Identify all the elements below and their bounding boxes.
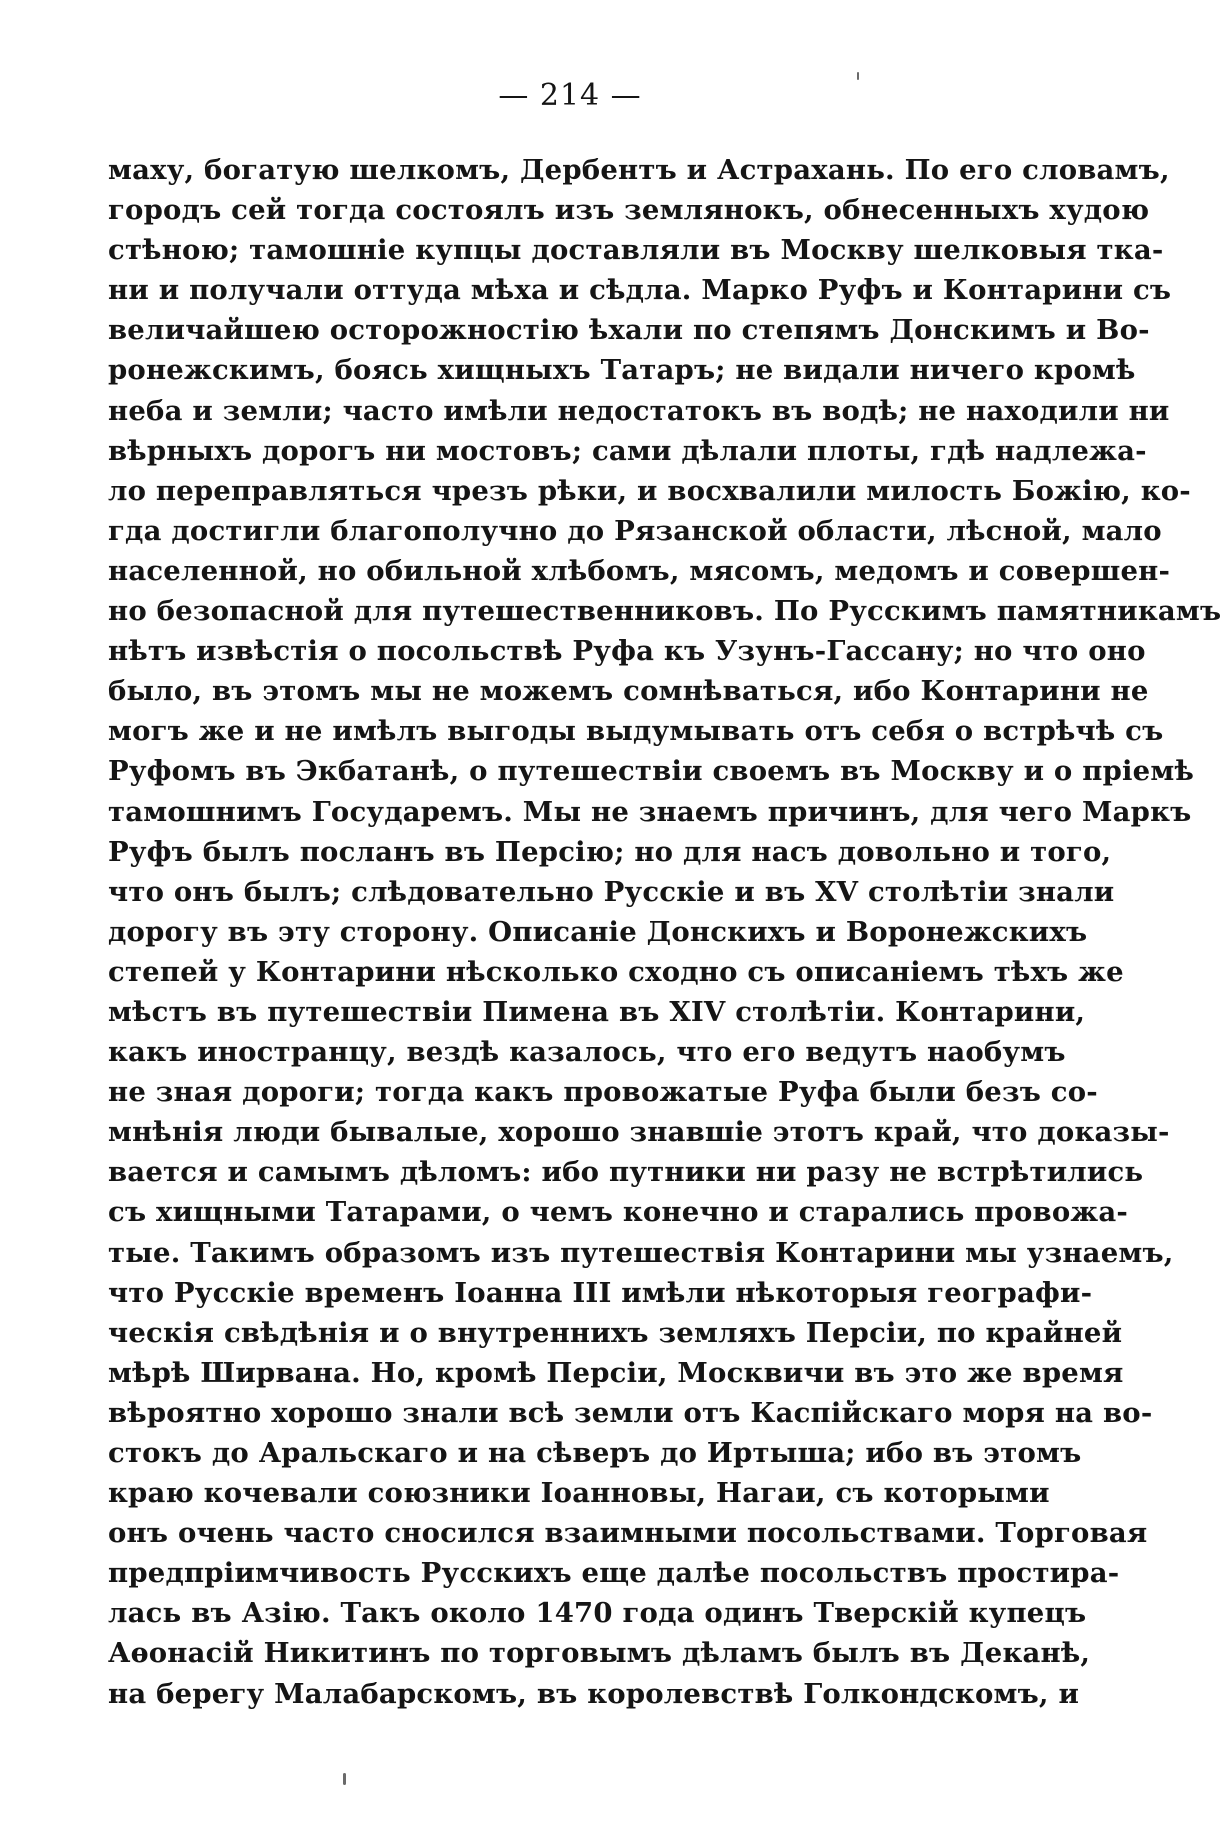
text-line-36: предпріимчивость Русскихъ еще далѣе посольствъ простира- — [108, 1557, 1120, 1590]
text-line-30: ческія свѣдѣнія и о внутреннихъ земляхъ Персіи, по крайней — [108, 1316, 1123, 1349]
text-line-13: нѣтъ извѣстія о посольствѣ Руфа къ Узунъ-Гассану; но что оно — [108, 635, 1146, 668]
text-line-34: краю кочевали союзники Іоанновы, Нагаи, съ которыми — [108, 1477, 1050, 1510]
text-line-3: стѣною; тамошніе купцы доставляли въ Москву шелковыя тка- — [108, 234, 1164, 267]
text-line-29: что Русскіе временъ Іоанна III имѣли нѣкоторыя географи- — [108, 1276, 1093, 1309]
text-line-38: Аѳонасій Никитинъ по торговымъ дѣламъ былъ въ Деканѣ, — [108, 1637, 1091, 1670]
text-line-32: вѣроятно хорошо знали всѣ земли отъ Каспійскаго моря на во- — [108, 1396, 1153, 1429]
text-line-4: ни и получали оттуда мѣха и сѣдла. Марко Руфъ и Контарини съ — [108, 274, 1172, 307]
text-line-16: Руфомъ въ Экбатанѣ, о путешествіи своемъ въ Москву и о пріемѣ — [108, 755, 1194, 788]
text-line-11: населенной, но обильной хлѣбомъ, мясомъ, медомъ и совершен- — [108, 554, 1171, 587]
text-line-25: мнѣнія люди бывалые, хорошо знавшіе этотъ край, что доказы- — [108, 1116, 1170, 1149]
text-line-19: что онъ былъ; слѣдовательно Русскіе и въ XV столѣтіи знали — [108, 875, 1115, 908]
text-line-15: могъ же и не имѣлъ выгоды выдумывать отъ себя о встрѣчѣ съ — [108, 715, 1164, 748]
text-line-2: городъ сей тогда состоялъ изъ землянокъ, обнесенныхъ худою — [108, 194, 1150, 227]
text-line-33: стокъ до Аральскаго и на сѣверъ до Иртыша; ибо въ этомъ — [108, 1437, 1082, 1469]
page-number: — 214 — — [498, 78, 642, 113]
scan-speck-bottom — [343, 1773, 346, 1785]
text-line-22: мѣстъ въ путешествіи Пимена въ XIV столѣтіи. Контарини, — [108, 995, 1086, 1028]
text-line-17: тамошнимъ Государемъ. Мы не знаемъ причинъ, для чего Маркъ — [108, 795, 1192, 828]
text-line-12: но безопасной для путешественниковъ. По Русскимъ памятникамъ — [108, 595, 1221, 628]
scan-speck-top — [857, 72, 859, 80]
text-line-9: ло переправляться чрезъ рѣки, и восхвалили милость Божію, ко- — [108, 474, 1191, 507]
text-line-21: степей у Контарини нѣсколько сходно съ описаніемъ тѣхъ же — [108, 955, 1124, 988]
text-line-26: вается и самымъ дѣломъ: ибо путники ни разу не встрѣтились — [108, 1156, 1144, 1189]
text-line-6: ронежскимъ, боясь хищныхъ Татаръ; не видали ничего кромѣ — [108, 354, 1136, 387]
text-line-24: не зная дороги; тогда какъ провожатые Руфа были безъ со- — [108, 1076, 1098, 1109]
text-line-8: вѣрныхъ дорогъ ни мостовъ; сами дѣлали плоты, гдѣ надлежа- — [108, 434, 1147, 467]
text-line-10: гда достигли благополучно до Рязанской области, лѣсной, мало — [108, 514, 1162, 547]
text-line-14: было, въ этомъ мы не можемъ сомнѣваться, ибо Контарини не — [108, 675, 1149, 708]
text-line-20: дорогу въ эту сторону. Описаніе Донскихъ и Воронежскихъ — [108, 915, 1088, 948]
text-line-7: неба и земли; часто имѣли недостатокъ въ водѣ; не находили ни — [108, 394, 1170, 427]
text-line-31: мѣрѣ Ширвана. Но, кромѣ Персіи, Москвичи въ это же время — [108, 1356, 1124, 1389]
text-line-37: лась въ Азію. Такъ около 1470 года одинъ Тверскій купецъ — [108, 1597, 1087, 1630]
text-line-5: величайшею осторожностію ѣхали по степямъ Донскимъ и Во- — [108, 314, 1150, 347]
text-line-35: онъ очень часто сносился взаимными посольствами. Торговая — [108, 1517, 1148, 1550]
text-line-23: какъ иностранцу, вездѣ казалось, что его ведутъ наобумъ — [108, 1036, 1066, 1069]
text-line-27: съ хищными Татарами, о чемъ конечно и старались провожа- — [108, 1196, 1128, 1229]
text-line-39: на берегу Малабарскомъ, въ королевствѣ Голкондскомъ, и — [108, 1677, 1080, 1710]
text-line-18: Руфъ былъ посланъ въ Персію; но для насъ довольно и того, — [108, 835, 1112, 868]
body-text — [108, 150, 1221, 1714]
text-line-1: маху, богатую шелкомъ, Дербентъ и Астрахань. По его словамъ, — [108, 154, 1170, 186]
text-line-28: тые. Такимъ образомъ изъ путешествія Контарини мы узнаемъ, — [108, 1236, 1174, 1269]
